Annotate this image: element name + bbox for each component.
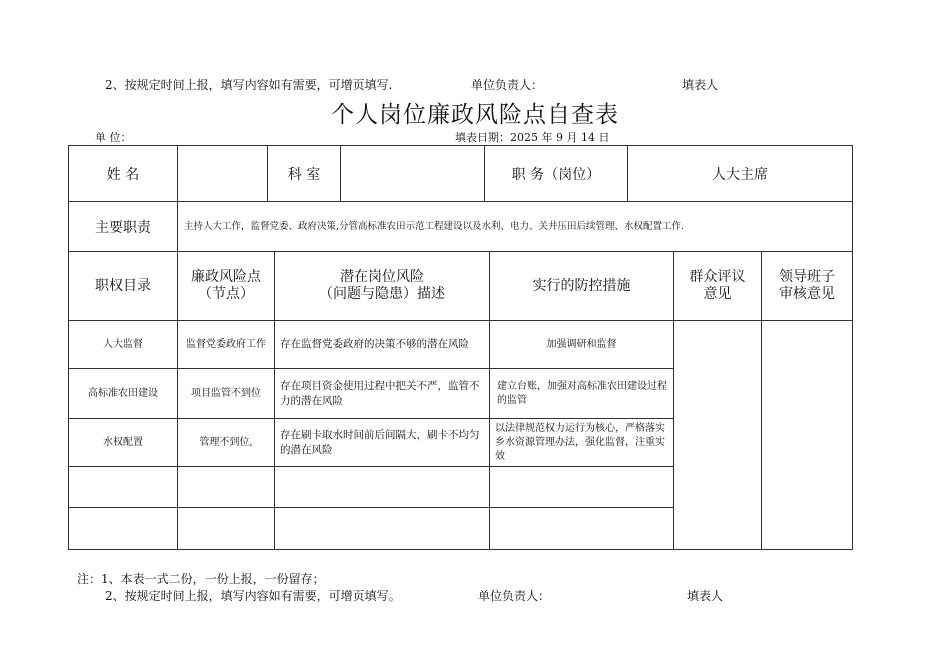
top-note-unit-head: 单位负责人： — [471, 78, 544, 92]
table-row-3-item: 水权配置 — [103, 436, 143, 448]
main-duty-label: 主要职责 — [95, 219, 151, 236]
table-row-2-measure: 建立台账，加强对高标准农田建设过程的监管 — [497, 380, 667, 406]
table-row-2-desc: 存在项目资金使用过程中把关不严，监管不力的潜在风险 — [280, 379, 480, 407]
header-leadership-review-line1: 领导班子 — [779, 269, 835, 285]
header-risk-point — [178, 252, 274, 320]
footer-unit-head: 单位负责人： — [478, 589, 551, 603]
table-row-3-risk: 管理不到位, — [199, 436, 253, 448]
footer-filler: 填表人 — [687, 589, 724, 603]
table-row-3-desc: 存在刷卡取水时间前后间隔大，刷卡不均匀的潜在风险 — [280, 428, 480, 456]
header-potential-risk-line2: （问题与隐患）描述 — [319, 286, 445, 302]
table-row-1-item: 人大监督 — [103, 338, 143, 350]
dept-label: 科 室 — [287, 166, 321, 183]
table-row-2-item: 高标准农田建设 — [88, 387, 158, 399]
header-leadership-review-line2: 审核意见 — [779, 286, 835, 302]
top-note-instruction: 2、按规定时间上报，填写内容如有需要，可增页填写. — [105, 78, 393, 92]
header-measures: 实行的防控措施 — [532, 277, 631, 294]
table-row-1-desc: 存在监督党委政府的决策不够的潜在风险 — [280, 338, 469, 350]
duty-label: 职 务（岗位） — [511, 166, 601, 183]
header-authority: 职权目录 — [95, 277, 151, 294]
header-risk-point-line2: （节点） — [198, 286, 254, 302]
table-row-3-measure: 以法律规范权力运行为核心，严格落实乡水资源管理办法，强化监督，注重实效 — [495, 423, 665, 462]
fill-date: 填表日期：2025 年 9 月 14 日 — [455, 131, 610, 144]
table-row-2-risk: 项目监管不到位 — [191, 387, 261, 399]
header-risk-point-line1: 廉政风险点 — [191, 269, 261, 285]
unit-label: 单 位： — [95, 131, 132, 144]
table-row-1-measure: 加强调研和监督 — [546, 338, 617, 350]
header-public-opinion-line2: 意见 — [703, 286, 732, 302]
footer-note-1: 注：1、本表一式二份，一份上报，一份留存； — [77, 572, 325, 586]
header-potential-risk-line1: 潜在岗位风险 — [340, 269, 424, 285]
top-note-filler: 填表人 — [682, 78, 719, 92]
header-potential-risk — [275, 252, 489, 320]
name-label: 姓 名 — [106, 166, 140, 183]
table-row-1-risk: 监督党委政府工作 — [186, 338, 266, 350]
header-public-opinion — [674, 252, 761, 320]
main-duty-value[interactable]: 主持人大工作，监督党委、政府决策,分管高标准农田示范工程建设以及水利、电力、关井压田后续管理、水权配置工作. — [184, 220, 685, 232]
header-leadership-review — [762, 252, 852, 320]
name-value[interactable] — [178, 146, 267, 201]
footer-note-2: 2、按规定时间上报，填写内容如有需要，可增页填写。 — [105, 589, 401, 603]
header-public-opinion-line1: 群众评议 — [689, 269, 746, 285]
dept-value[interactable] — [341, 146, 484, 201]
duty-value[interactable]: 人大主席 — [712, 166, 768, 183]
page-title: 个人岗位廉政风险点自查表 — [331, 102, 619, 128]
